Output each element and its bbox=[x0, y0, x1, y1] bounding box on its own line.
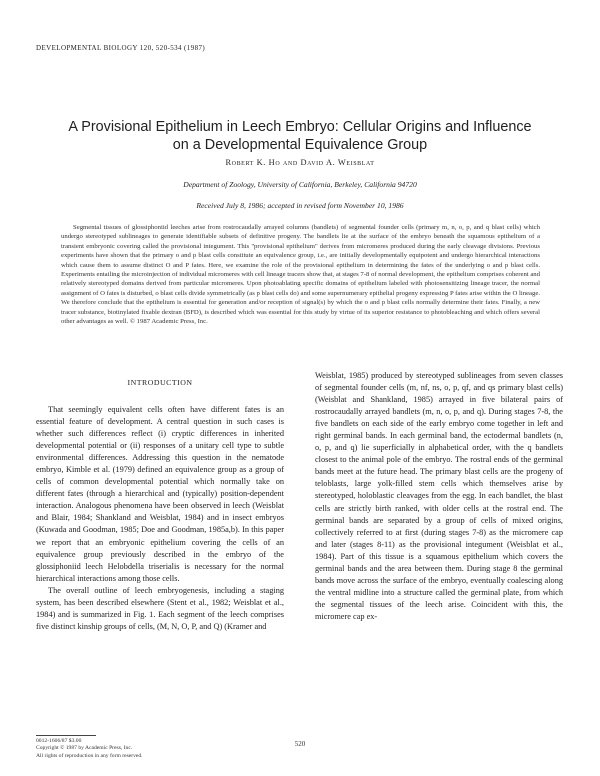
received-date: Received July 8, 1986; accepted in revised form November 10, 1986 bbox=[196, 201, 404, 210]
running-head: DEVELOPMENTAL BIOLOGY 120, 520-534 (1987) bbox=[36, 44, 206, 52]
section-heading-introduction: INTRODUCTION bbox=[127, 378, 193, 387]
footnote-copyright: Copyright © 1987 by Academic Press, Inc. bbox=[36, 745, 133, 752]
abstract-text: Segmental tissues of glossiphoniid leeches arise from rostrocaudally arrayed columns (bandlets) of segmental founder cells (primary m, n, o, p, and q blast cells) which undergo stereotyped sublineages to generate identifiable subsets of definitive progeny. The bandlets lie at the surface of the embryo beneath the squamous epithelium of a transient embryonic covering called the provisional integument. This "provisional epithelium" derives from micromeres produced during the early cleavage divisions. Previous experiments have shown that the primary o and p blast cells constitute an equivalence group, i.e., are initially developmentally equipotent and undergo hierarchical interactions which cause them to assume distinct O and P fates. Here, we examine the role of the provisional epithelium in determining the fates of the underlying o and p blast cells. Experiments entailing the microinjection of individual micromeres with cell lineage tracers show that, at stages 7-8 of normal development, the epithelium comprises coherent and relatively stereotyped domains derived from particular micromeres. Upon photoablating specific domains of epithelium labeled with photosensitizing lineage tracer, the normal assignment of O fates is disturbed, o blast cells divide symmetrically (as p blast cells do) and some supernumerary epithelial progeny expressing P fates arise within the O lineage. We therefore conclude that the epithelium is essential for generation and/or reception of signal(s) by which the o and p blast cells normally determine their fates. Finally, a new tracer substance, biotinylated fixable dextran (BFD), is described which was essential for this study by virtue of its superior resistance to photobleaching and which offers several other advantages as well. bbox=[61, 224, 540, 326]
abstract bbox=[61, 223, 540, 326]
footnote-rule bbox=[36, 735, 96, 736]
affiliation: Department of Zoology, University of California, Berkeley, California 94720 bbox=[183, 180, 417, 189]
right-column-wrap bbox=[0, 370, 600, 735]
right-column bbox=[315, 370, 563, 623]
intro-paragraph-2: The overall outline of leech embryogenesis, including a staging system, has been described elsewhere (Stent et al., 1982; Weisblat et al., 1984) and is summarized in Fig. 1. Each segment of the leech comprises five distinct kinship groups of cells, (M, N, O, P, and Q) (Kramer and bbox=[36, 585, 284, 631]
authors: Robert K. Ho and David A. Weisblat bbox=[225, 158, 375, 167]
footnote-price: 0012-1606/87 $3.00 bbox=[36, 738, 82, 744]
footnote bbox=[36, 738, 286, 760]
footnote-rights: All rights of reproduction in any form reserved. bbox=[36, 752, 143, 759]
page-number: 520 bbox=[294, 740, 306, 748]
paper-title bbox=[30, 118, 570, 154]
right-paragraph-1: Weisblat, 1985) produced by stereotyped sublineages from seven classes of segmental founder cells (m, nf, ns, o, p, qf, and qs primary blast cells) (Weisblat and Shankland, 1985) arrayed in five bilateral pairs of rostrocaudally arrayed bandlets (m, n, o, p, and q). During stages 7-8, the five bandlets on each side of the early embryo come together in left and right germinal bands. In each germinal band, the ectodermal bandlets (n, o, p, and q) lie superficially in alphabetical order, with the q bandlets closest to the animal pole of the embryo. The rostral ends of the germinal bands meet at the future head. The primary blast cells are the progeny of teloblasts, large yolk-filled stem cells which themselves arise by stereotyped, holoblastic cleavages from the egg. In each bandlet, the blast cells are strictly birth ranked, with older cells at the rostral end. The germinal bands are separated by a group of cells of mixed origins, collectively referred to at first (during stages 7-8) as the micromere cap and later (stages 8-11) as the provisional integument (Weisblat et al., 1984). Part of this tissue is a squamous epithelium which covers the germinal bands and the area between them. During stage 8 the germinal bands move across the surface of the embryo, eventually coalescing along the ventral midline into a structure called the germinal plate, from which the segmental tissues of the leech arise. Coincident with this, the micromere cap ex- bbox=[315, 371, 563, 621]
intro-paragraph-1: That seemingly equivalent cells often have different fates is an essential feature of development. A central question in such cases is whether such differences reflect (i) cryptic differences in inherited developmental potential or (ii) responses of a unitary cell type to subtle environmental differences. Addressing this question in the nematode embryo, Kimble et al. (1979) defined an equivalence group as a group of cells of common developmental potential which normally take on different fates (through a hierarchical and (typically) position-dependent interaction. Analogous phenomena have been observed in leech (Weisblat and Blair, 1984; Shankland and Weisblat, 1984) and in insect embryos (Kuwada and Goodman, 1985; Doe and Goodman, 1985a,b). In this paper we report that an embryonic epithelium covering the cells of an equivalence group previously described in the embryo of the glossiphoniid leech Helobdella triserialis is necessary for the normal hierarchical interactions among those cells. bbox=[36, 405, 284, 583]
title-line-2: on a Developmental Equivalence Group bbox=[172, 137, 428, 153]
title-line-1: A Provisional Epithelium in Leech Embryo: Cellular Origins and Influence bbox=[68, 119, 532, 135]
abstract-copyright: © 1987 Academic Press, Inc. bbox=[129, 318, 208, 326]
